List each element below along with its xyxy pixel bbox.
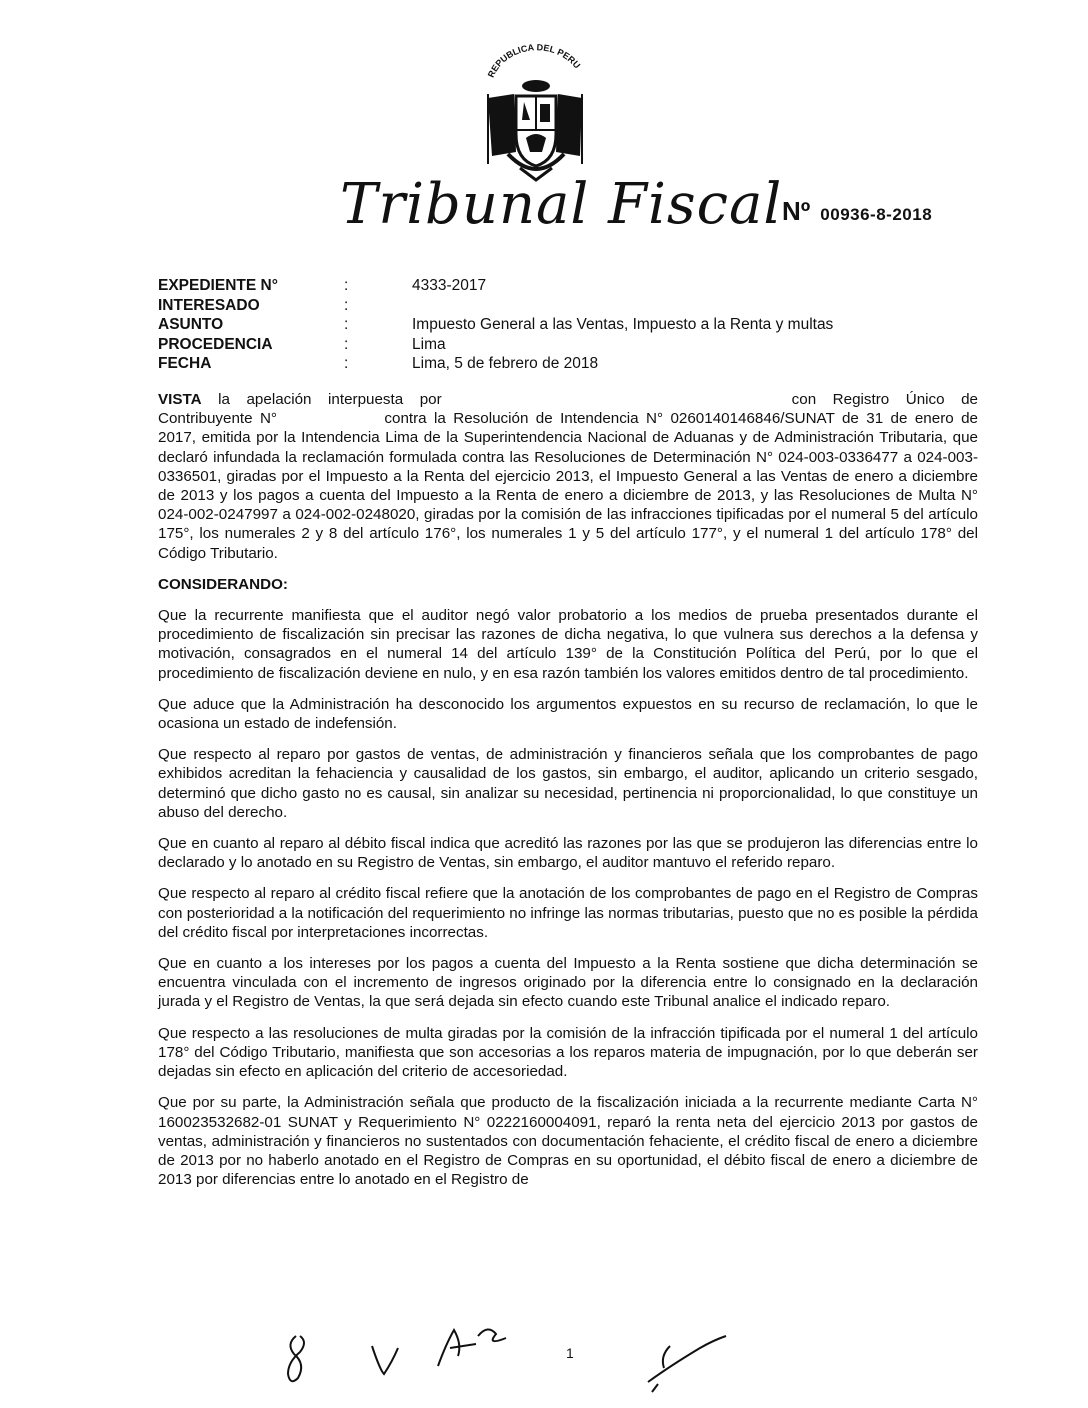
handwritten-initial-signature: [282, 1330, 322, 1395]
vista-text-3: contra la Resolución de Intendencia N° 0260140146846/SUNAT de 31 de enero de 2017, emitida por la Intendencia Lima de la Superintendencia Nacional de Aduanas y de Administración Tributaria, que declaró infundada la reclamación formulada contra las Resoluciones de Determinación N° 024-003-0336477 a 024-003-0336501, giradas por el Impuesto a la Renta del ejercicio 2013, el Impuesto General a las Ventas de enero a diciembre de 2013 y los pagos a cuenta del Impuesto a la Renta de enero a diciembre de 2013, y las Resoluciones de Multa N° 024-002-0247997 a 024-002-0248020, giradas por la comisión de las infracciones tipificadas por el numeral 5 del artículo 175°, los numerales 2 y 8 del artículo 176°, los numerales 1 y 5 del artículo 177°, y el numeral 1 del artículo 178° del Código Tributario.: [158, 410, 978, 562]
meta-row-fecha: [158, 354, 938, 374]
meta-label: PROCEDENCIA: [158, 335, 273, 353]
meta-value: [412, 296, 938, 316]
handwritten-initial-signature: [432, 1318, 512, 1373]
resolution-body: [158, 390, 978, 1201]
handwritten-initial-signature: [368, 1340, 408, 1385]
meta-label: INTERESADO: [158, 296, 260, 314]
meta-value: Lima, 5 de febrero de 2018: [412, 355, 599, 372]
considerando-paragraph: Que la recurrente manifiesta que el auditor negó valor probatorio a los medios de prueba presentados durante el procedimiento de fiscalización sin precisar las razones de dicha negativa, lo que vulnera sus derechos a la defensa y motivación, consagrados en el numeral 14 del artículo 139° de la Constitución Política del Perú, por lo que el procedimiento de fiscalización deviene en nulo, y en esa razón también los valores emitidos dentro de tal procedimiento.: [158, 607, 978, 682]
tribunal-fiscal-title: Tribunal Fiscal: [340, 172, 783, 237]
vista-label: VISTA: [158, 391, 202, 408]
meta-colon: :: [344, 277, 349, 294]
considerando-paragraph: Que por su parte, la Administración señala que producto de la fiscalización iniciada a la recurrente mediante Carta N° 160023532682-01 SUNAT y Requerimiento N° 0222160004091, reparó la renta neta del ejercicio 2013 por gastos de ventas, administración y financieros no sustentados con documentación fehaciente, el crédito fiscal de enero a diciembre de 2013 por no haberlo anotado en el Registro de Compras en su oportunidad, el débito fiscal de enero a diciembre de 2013 por diferencias entre lo anotado en el Registro de: [158, 1094, 978, 1189]
considerando-heading: CONSIDERANDO:: [158, 575, 288, 593]
considerando-paragraph: Que respecto al reparo por gastos de ventas, de administración y financieros señala que los comprobantes de pago exhibidos acreditan la fehaciencia y causalidad de los gastos, sin embargo, el auditor, aplicando un criterio sesgado, determinó que dicho gasto no es causal, sin analizar su necesidad, pertinencia ni proporcionalidad, lo que constituye un abuso del derecho.: [158, 746, 978, 821]
coat-of-arms-icon: [470, 34, 600, 184]
meta-value: 4333-2017: [412, 277, 487, 294]
meta-row-interesado: [158, 296, 938, 316]
meta-row-asunto: [158, 315, 938, 335]
seal-arc-text: REPUBLICA DEL PERU: [485, 42, 583, 79]
meta-label: ASUNTO: [158, 316, 224, 333]
meta-colon: :: [344, 355, 349, 372]
number-value: 00936-8-2018: [820, 205, 933, 224]
meta-colon: :: [344, 335, 349, 353]
considerando-paragraph: Que aduce que la Administración ha desconocido los argumentos expuestos en su recurso de reclamación, lo que le ocasiona un estado de indefensión.: [158, 695, 978, 733]
meta-row-expediente: [158, 276, 938, 296]
meta-colon: :: [344, 316, 349, 333]
page-number: 1: [566, 1345, 574, 1361]
meta-row-procedencia: [158, 335, 938, 355]
peru-coat-of-arms-seal: [470, 34, 600, 184]
meta-value: Lima: [412, 335, 446, 353]
meta-label: FECHA: [158, 355, 212, 372]
handwritten-initial-signature: [640, 1326, 730, 1401]
vista-text-1: la apelación interpuesta por: [218, 391, 442, 408]
meta-colon: :: [344, 296, 349, 314]
vista-paragraph: [158, 390, 978, 563]
considerando-paragraph: Que respecto a las resoluciones de multa giradas por la comisión de la infracción tipificada por el numeral 1 del artículo 178° del Código Tributario, manifiesta que son accesorias a los reparos materia de impugnación, por lo que deberán ser dejadas sin efecto en aplicación del criterio de accesoriedad.: [158, 1024, 978, 1081]
considerando-paragraph: Que en cuanto al reparo al débito fiscal indica que acreditó las razones por las que se produjeron las diferencias entre lo declarado y lo anotado en su Registro de Ventas, sin embargo, el auditor mantuvo el referido reparo.: [158, 835, 978, 872]
case-metadata: [158, 276, 938, 374]
vista-text-2: con Registro Único de Contribuyente N°: [158, 391, 978, 428]
number-symbol: Nº: [782, 196, 811, 226]
meta-value: Impuesto General a las Ventas, Impuesto a la Renta y multas: [412, 316, 834, 333]
considerando-paragraph: Que en cuanto a los intereses por los pagos a cuenta del Impuesto a la Renta sostiene que dicha determinación se encuentra vinculada con el incremento de ingresos originado por la diferencia entre lo consignado en la declaración jurada y el Registro de Ventas, la que será dejada sin efecto cuando este Tribunal analice el indicado reparo.: [158, 955, 978, 1011]
meta-label: EXPEDIENTE N°: [158, 277, 278, 294]
svg-text:REPUBLICA DEL PERU: [486, 42, 583, 79]
considerando-paragraph: Que respecto al reparo al crédito fiscal refiere que la anotación de los comprobantes de pago en el Registro de Compras con posterioridad a la notificación del requerimiento no infringe las normas tributarias, puesto que no es posible la pérdida del crédito fiscal por interpretaciones incorrectas.: [158, 885, 978, 941]
resolution-number: [782, 196, 932, 227]
